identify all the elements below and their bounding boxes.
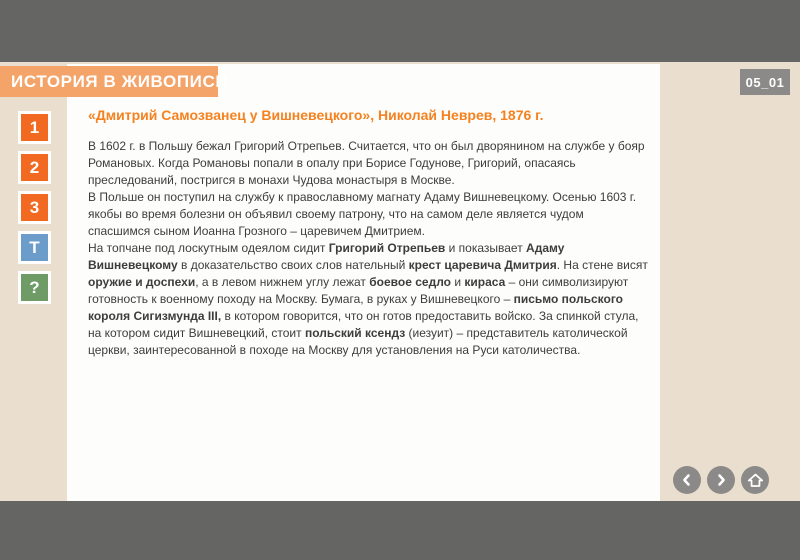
text-paragraph: На топчане под лоскутным одеялом сидит Григорий Отрепьев и показывает Адаму Вишневецкому в доказательство своих слов нательный крест царевича Дмитрия. На стене висят оружие и доспехи, а в левом нижнем углу лежат боевое седло и кираса – они символизируют готовность к военному походу на Москву. Бумага, в руках у Вишневецкого – письмо польского короля Сигизмунда III, в котором говорится, что он готов предоставить войско. За спинкой стула, на котором сидит Вишневецкий, стоит польский ксендз (иезуит) – представитель католической церкви, заинтересованной в походе на Москву для установления на Руси католичества. bbox=[88, 241, 648, 357]
sidebar-item-3[interactable] bbox=[18, 191, 51, 224]
top-frame-band bbox=[0, 0, 800, 62]
content-panel bbox=[67, 64, 660, 501]
bottom-frame-band bbox=[0, 501, 800, 560]
sidebar-item-2[interactable] bbox=[18, 151, 51, 184]
lesson-title: ИСТОРИЯ В ЖИВОПИСИ bbox=[11, 72, 229, 91]
sidebar-item-text-label: T bbox=[21, 234, 48, 261]
next-button[interactable] bbox=[707, 466, 735, 494]
chevron-left-icon bbox=[678, 471, 696, 489]
slide-code-badge: 05_01 bbox=[740, 69, 790, 95]
sidebar-item-2-label: 2 bbox=[21, 154, 48, 181]
prev-button[interactable] bbox=[673, 466, 701, 494]
sidebar-item-help-label: ? bbox=[21, 274, 48, 301]
chevron-right-icon bbox=[712, 471, 730, 489]
sidebar-item-1-label: 1 bbox=[21, 114, 48, 141]
painting-title: «Дмитрий Самозванец у Вишневецкого», Николай Неврев, 1876 г. bbox=[88, 107, 544, 123]
description-text bbox=[88, 138, 648, 359]
sidebar-item-1[interactable] bbox=[18, 111, 51, 144]
text-paragraph: В 1602 г. в Польшу бежал Григорий Отрепьев. Считается, что он был дворянином на службе у бояр Романовых. Когда Романовы попали в опалу при Борисе Годунове, Григорий, опасаясь преследований, постригся в монахи Чудова монастыря в Москве. bbox=[88, 139, 645, 187]
home-icon bbox=[746, 471, 765, 490]
sidebar-item-3-label: 3 bbox=[21, 194, 48, 221]
home-button[interactable] bbox=[741, 466, 769, 494]
lesson-title-bar bbox=[0, 66, 229, 97]
sidebar bbox=[18, 111, 52, 311]
sidebar-item-help[interactable] bbox=[18, 271, 51, 304]
text-paragraph: В Польше он поступил на службу к православному магнату Адаму Вишневецкому. Осенью 1603 г. якобы во время болезни он объявил своему патрону, что на самом деле является чудом спасшимся сыном Иоанна Грозного – царевичем Дмитрием. bbox=[88, 190, 637, 238]
sidebar-item-text[interactable] bbox=[18, 231, 51, 264]
nav-controls bbox=[673, 466, 773, 494]
